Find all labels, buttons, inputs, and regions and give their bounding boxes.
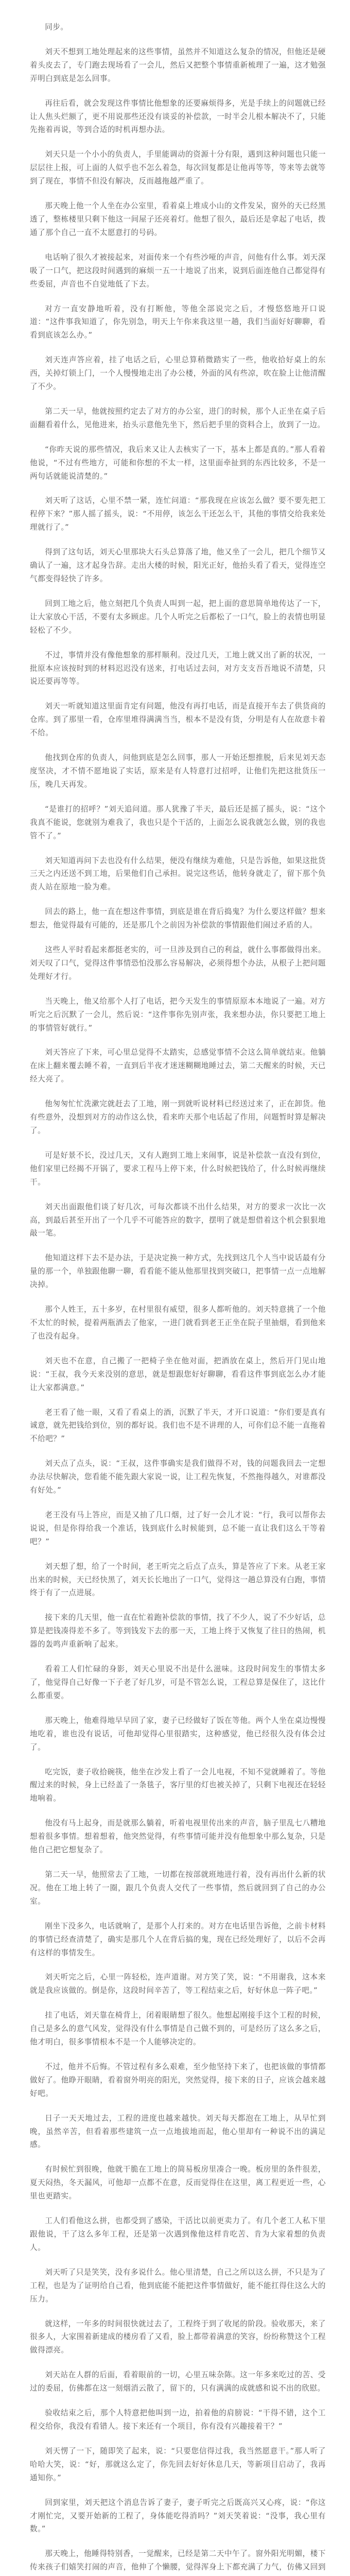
- paragraph: 刘天想了想，给了一个时间，老王听完之后点了点头，算是答应了下来。从老王家出来的时候，天已经快黑了，刘天长长地出了一口气，觉得这一趟总算没有白跑，事情终于有了一点进展。: [30, 1562, 326, 1598]
- paragraph: 刘天听了只是笑笑，没有多说什么。他心里清楚，自己之所以这么拼，不只是为了工程，也是为了证明给自己看，他到底能不能把这件事情做好，能不能扛得住这么大的压力。: [30, 2267, 326, 2303]
- paragraph: 刘天听完之后，心里一阵轻松，连声道谢。对方笑了笑，说：“不用谢我，这本来就是我应该做的。倒是你，这段时间辛苦了，等工程结束之后，好好休息一阵子吧。”: [30, 1973, 326, 1995]
- paragraph: 再往后看，就会发现这件事情比他想象的还要麻烦得多，光是手续上的问题就已经让人焦头烂额了，更不用说那些还没有谈妥的补偿款，一时半会儿根本解决不了，只能先拖着再说，等到合适的时机再想办法。: [30, 98, 326, 134]
- article-body: [30, 21, 326, 2576]
- paragraph: 同步。: [45, 23, 68, 31]
- paragraph: 挂了电话，刘天靠在椅背上，闭着眼睛想了很久。他想起刚接手这个工程的时候，自己是多么的意气风发，觉得没有什么事情是自己做不到的，可是经历了这么多之后，他才明白，很多事情根本不是一个人能够决定的。: [30, 2011, 326, 2047]
- paragraph: “你昨天说的那些情况，我后来又让人去核实了一下，基本上都是真的。”那人看着他说，“不过有些地方，可能和你想的不太一样，这里面牵扯到的东西比较多，不是一两句话就能说清楚的。”: [30, 445, 326, 481]
- paragraph: 电话响了很久才被接起来，对面传来一个有些沙哑的声音，问他有什么事。刘天深吸了一口气，把这段时间遇到的麻烦一五一十地说了出来，说到后面连他自己都觉得有些委屈，声音也不自觉地低了下去。: [30, 252, 326, 289]
- paragraph: 不过，事情并没有像他想象的那样顺利。没过几天，工地上就又出了新的状况，一批原本应该按时到的材料迟迟没有送来，打电话过去问，对方支支吾吾地说不清楚，只说还要再等等。: [30, 650, 326, 686]
- paragraph: 刚坐下没多久，电话就响了，是那个人打来的。对方在电话里告诉他，之前卡材料的事情已经查清楚了，确实是那几个人在背后搞的鬼，现在已经处理好了，以后不会再有这样的事情发生。: [30, 1921, 326, 1957]
- paragraph: 刘天点了点头，说：“王叔，这件事确实是我们做得不对，钱的问题我回去一定想办法尽快解决，您看能不能先跟大家说一说，让工程先恢复，不然拖得越久，对谁都没有好处。”: [30, 1459, 326, 1495]
- paragraph: 刘天只是一个小小的负责人，手里能调动的资源十分有限，遇到这种问题也只能一层层往上报，可上面的人似乎也不怎么着急，每次回复都是让他再等等，等来等去就等到了现在，事情不但没有解决，反而越拖越严重了。: [30, 150, 326, 186]
- paragraph: 就这样，一年多的时间很快就过去了，工程终于到了收尾的阶段。验收那天，来了很多人，大家围着新建成的楼房看了又看，脸上都带着满意的笑容，纷纷称赞这个工程做得漂亮。: [30, 2319, 326, 2355]
- paragraph: 刘天听了这话，心里不禁一紧，连忙问道：“那我现在应该怎么做？要不要先把工程停下来？”那人摇了摇头，说：“不用停，该怎么干还怎么干，其他的事情交给我来处理就行了。”: [30, 496, 326, 532]
- paragraph: 刘天站在人群的后面，看着眼前的一切，心里五味杂陈。这一年多来吃过的苦、受过的委屈，仿佛都在这一刻烟消云散了，留下的，只有满满的成就感和说不出的欣慰。: [30, 2370, 326, 2393]
- paragraph: 不过，他并不后悔。不管过程有多么艰难，至少他坚持下来了，也把该做的事情都做好了。他睁开眼睛，看着窗外明亮的阳光，突然觉得，接下来的日子，应该会越来越好吧。: [30, 2062, 326, 2098]
- paragraph: 日子一天天地过去，工程的进度也越来越快。刘天每天都泡在工地上，从早忙到晚，虽然辛苦，但看着那些建筑一点一点地拔地而起，他心里却有一种说不出的满足感。: [30, 2113, 326, 2149]
- paragraph: 接下来的几天里，他一直在忙着跑补偿款的事情，找了不少人，说了不少好话，总算是把钱凑得差不多了。等到钱发下去的那一天，工地上终于又恢复了往日的热闹，机器的轰鸣声重新响了起来。: [30, 1613, 326, 1649]
- paragraph: 得到了这句话，刘天心里那块大石头总算落了地，他又坐了一会儿，把几个细节又确认了一遍，这才起身告辞。走出大楼的时候，阳光正好，他抬头看了看天，觉得连空气都变得轻快了许多。: [30, 548, 326, 583]
- paragraph: 验收结束之后，那个人特意把他叫到一边，拍着他的肩膀说：“干得不错，这个工程交给你，我没有看错人。接下来还有一个项目，你有没有兴趣接着干？”: [30, 2409, 326, 2431]
- paragraph: 对方一直安静地听着，没有打断他，等他全部说完之后，才慢悠悠地开口说道：“这件事我知道了，你先别急，明天上午你来我这里一趟，我们当面好好聊聊，看看到底该怎么办。”: [30, 304, 326, 340]
- paragraph: 刘天答应了下来，可心里总觉得不太踏实，总感觉事情不会这么简单就结束。他躺在床上翻来覆去睡不着，一直到后半夜才迷迷糊糊地睡过去，第二天醒来的时候，天已经大亮了。: [30, 1048, 326, 1084]
- paragraph: 回到家里，刘天把这个消息告诉了妻子，妻子听完之后既高兴又心疼，说：“你这才刚忙完，又要开始新的工程了，身体能吃得消吗？”刘天笑着说：“没事，我心里有数。”: [30, 2498, 326, 2534]
- paragraph: 老王看了他一眼，又看了看桌上的酒，沉默了半天，才开口说道：“你们要是真有诚意，就先把钱给到位，别的都好说。我们也不是不讲理的人，可你们总不能一直拖着不给吧？”: [30, 1408, 326, 1444]
- paragraph: 他没有马上起身，而是就那么躺着，听着电视里传出来的声音，脑子里乱七八糟地想着很多事情。想着想着，他突然觉得，有些事情可能并没有他想象中那么复杂，只是他自己把它想复杂了。: [30, 1819, 326, 1855]
- paragraph: 刘天愣了一下，随即笑了起来，说：“只要您信得过我，我当然愿意干。”那人听了哈哈大笑，说：“好，那就这么定了，你先回去好好休息几天，等新项目启动了，我再通知你。”: [30, 2446, 326, 2482]
- paragraph: 工人们看他这么拼，也都受到了感染，干活比以前更卖力了。有几个老工人私下里跟他说，干了这么多年工程，还是第一次遇到像他这样肯吃苦、肯为大家着想的负责人。: [30, 2216, 326, 2252]
- paragraph: 回到工地之后，他立刻把几个负责人叫到一起，把上面的意思简单地传达了一下，让大家放心干活，不要有太多顾虑。几个人听完之后都松了一口气，脸上的表情也明显轻松了不少。: [30, 599, 326, 635]
- paragraph: 第二天一早，他就按照约定去了对方的办公室，进门的时候，那个人正坐在桌子后面翻看着什么，见他进来，抬头示意他先坐下，然后把手里的资料合上，放到了一边。: [30, 406, 326, 429]
- paragraph: 刘天一听就知道这里面肯定有问题，他没有再打电话，而是直接开车去了供货商的仓库。到了那里一看，仓库里堆得满满当当，根本不是没有货，分明是有人在故意卡着不给。: [30, 702, 326, 738]
- paragraph: 刘天连声答应着，挂了电话之后，心里总算稍微踏实了一些，他收拾好桌上的东西，关掉灯锁上门，一个人慢慢地走出了办公楼，外面的风有些凉，吹在脸上让他清醒了不少。: [30, 355, 326, 392]
- paragraph: 刘天出面跟他们谈了好几次，可每次都谈不出什么结果，对方的要求一次比一次高，到最后甚至开出了一个几乎不可能答应的数字，摆明了就是想借着这个机会狠狠地敲一笔。: [30, 1202, 326, 1238]
- paragraph: 刘天知道再问下去也没有什么结果，便没有继续为难他，只是告诉他，如果这批货三天之内还送不到工地，后果他们自己承担。说完这些话，他转身就走了，留下那个负责人站在原地一脸为难。: [30, 856, 326, 892]
- paragraph: 可是好景不长，没过几天，又有人跑到工地上来闹事，说是补偿款一直没有到位，他们家里已经揭不开锅了，要求工程马上停下来，什么时候把钱给了，什么时候再继续干。: [30, 1150, 326, 1187]
- paragraph: 回去的路上，他一直在想这件事情，到底是谁在背后捣鬼？为什么要这样做？想来想去，他觉得最有可能的，还是那几个之前因为补偿款的事情跟他们闹过矛盾的人。: [30, 907, 326, 930]
- paragraph: 当天晚上，他又给那个人打了电话，把今天发生的事情原原本本地说了一遍。对方听完之后沉默了一会儿，然后说：“这件事你先别声张，我来想办法，你只要把工地上的事情管好就行。”: [30, 996, 326, 1032]
- paragraph: 第二天一早，他照常去了工地，一切都在按部就班地进行着，没有再出什么新的状况。他在工地上转了一圈，跟几个负责人交代了一些事情，然后就回到了自己的办公室。: [30, 1870, 326, 1906]
- paragraph: 他找到仓库的负责人，问他到底是怎么回事，那人一开始还想推脱，后来见刘天态度坚决，才不情不愿地说了实话，原来是有人特意打过招呼，让他们先把这批货压一压，晚几天再发。: [30, 753, 326, 789]
- paragraph: 吃完饭，妻子收拾碗筷，他坐在沙发上看了一会儿电视，不知不觉就睡着了。等他醒过来的时候，身上已经盖了一条毯子，客厅里的灯也被关掉了，只剩下电视还在轻轻地响着。: [30, 1767, 326, 1803]
- paragraph: 刘天不想到工地处理起来的这些事情，虽然并不知道这么复杂的情况，但他还是硬着头皮去了，专门跑去现场看了一会儿，然后又把整个事情重新梳理了一遍，这才勉强弄明白到底是怎么回事。: [30, 47, 326, 83]
- paragraph: 刘天也不在意，自己搬了一把椅子坐在他对面，把酒放在桌上，然后开门见山地说：“王叔，我今天来没别的意思，就是想跟您好好聊聊，看看这件事到底怎么办才能让大家都满意。”: [30, 1356, 326, 1392]
- paragraph: 那天晚上，他难得地早早回了家，妻子已经做好了饭在等他。两个人坐在桌边慢慢地吃着，谁也没有说话，可他却觉得心里很踏实，这种感觉，他已经很久没有体会过了。: [30, 1716, 326, 1752]
- paragraph: 那天晚上，他睡得特别香，一觉醒来，已经是第二天中午了。窗外阳光明媚，楼下传来孩子们嬉笑打闹的声音，他伸了个懒腰，觉得浑身上下都充满了力气，仿佛又回到: [30, 2549, 326, 2572]
- paragraph: “是谁打的招呼？”刘天追问道。那人犹豫了半天，最后还是摇了摇头，说：“这个我真不能说，您就别为难我了，我也只是个干活的，上面怎么说我就怎么做，别的我也管不了。”: [30, 804, 326, 840]
- paragraph: 这些人平时看起来都挺老实的，可一旦涉及到自己的利益，就什么事都做得出来。刘天叹了口气，觉得这件事情恐怕没那么容易解决，必须得想个办法，从根子上把问题处理好才行。: [30, 945, 326, 981]
- paragraph: 他匆匆忙忙洗漱完就赶去了工地，刚一到就听说材料已经送过来了，正在卸货。他有些意外，没想到对方的动作这么快，看来昨天那个电话起了作用，问题暂时算是解决了。: [30, 1099, 326, 1135]
- paragraph: 看着工人们忙碌的身影，刘天心里说不出是什么滋味。这段时间发生的事情太多了，他觉得自己好像一下子老了好几岁，可是不管怎么说，工程总算是保住了，这比什么都重要。: [30, 1665, 326, 1700]
- paragraph: 有时候忙到很晚，他就干脆在工地上的简易板房里凑合一晚。板房里的条件很差，夏天闷热，冬天漏风，可他却一点都不在意，反而觉得住在这里，离工程更近一些，心里也更踏实。: [30, 2165, 326, 2201]
- paragraph: 那天晚上他一个人坐在办公室里，看着桌上堆成小山的文件发呆，窗外的天已经黑透了，整栋楼里只剩下他这一间屋子还亮着灯。他想了很久，最后还是拿起了电话，拨通了那个自己一直不太愿意打的号码。: [30, 201, 326, 237]
- paragraph: 他知道这样下去不是办法，于是决定换一种方式，先找到这几个人当中说话最有分量的那一个，单独跟他聊一聊，看看能不能从他那里找到突破口，把事情一点一点地解决掉。: [30, 1253, 326, 1290]
- paragraph: 老王没有马上答应，而是又抽了几口烟，过了好一会儿才说：“行，我可以帮你去说说，但是你得给我一个准话，钱到底什么时候能到，总不能一直让我们这么干等着吧？”: [30, 1510, 326, 1546]
- paragraph: 那个人姓王，五十多岁，在村里很有威望，很多人都听他的。刘天特意挑了一个他不太忙的时候，提着两瓶酒去了他家，一进门就看到老王正坐在院子里抽烟，看到他来了也没有起身。: [30, 1305, 326, 1341]
